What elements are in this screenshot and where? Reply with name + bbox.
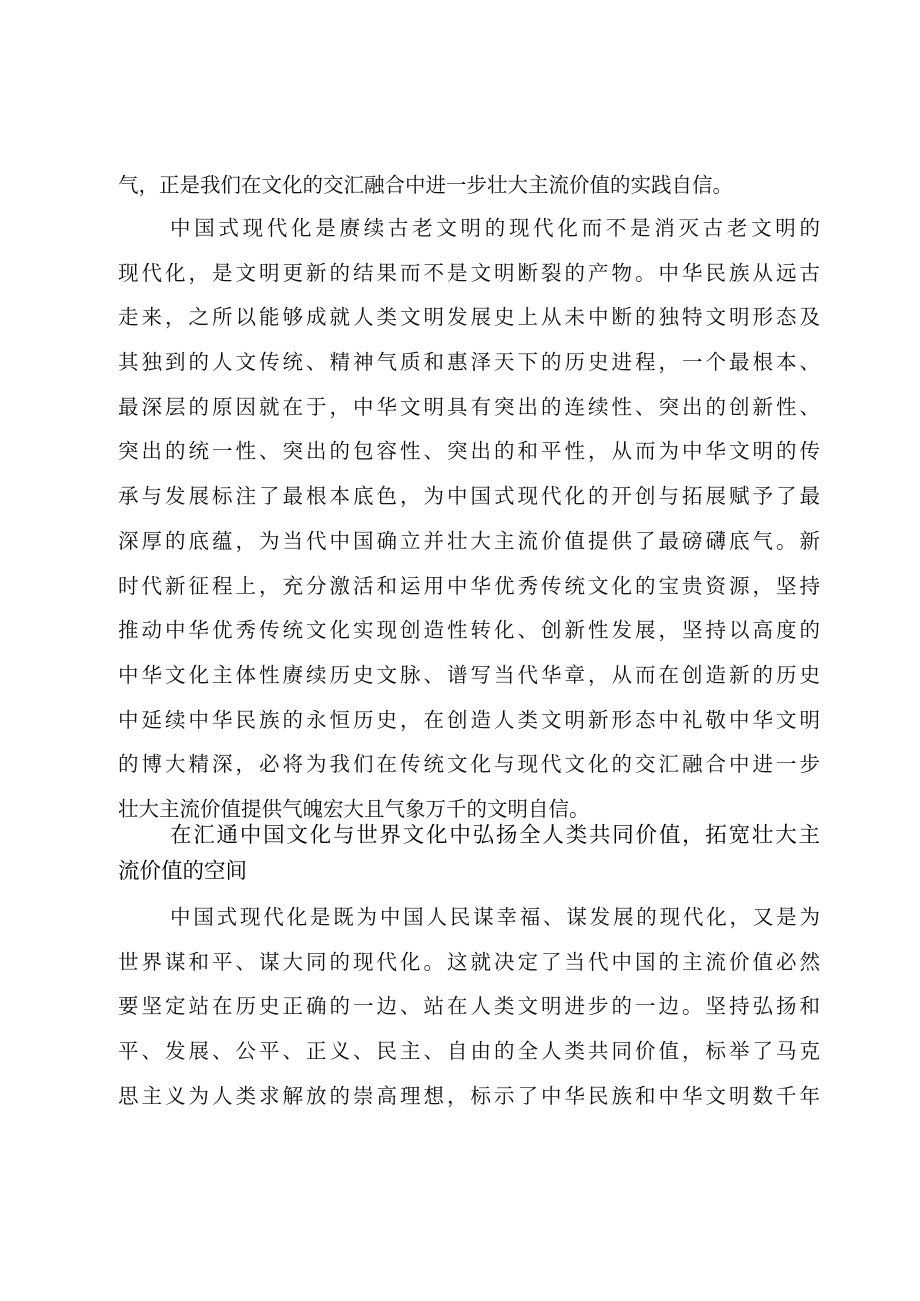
text-line: 要坚定站在历史正确的一边、站在人类文明进步的一边。坚持弘扬和 (118, 994, 820, 1019)
heading-line: 在汇通中国文化与世界文化中弘扬全人类共同价值，拓宽壮大主 (170, 823, 820, 848)
section-heading (118, 818, 820, 890)
heading-line: 流价值的空间 (118, 859, 248, 884)
text-line: 突出的统一性、突出的包容性、突出的和平性，从而为中华文明的传 (118, 439, 820, 464)
text-line: 中延续中华民族的永恒历史，在创造人类文明新形态中礼敬中华文明 (118, 707, 820, 732)
text-line: 现代化，是文明更新的结果而不是文明断裂的产物。中华民族从远古 (118, 260, 820, 285)
text-line: 承与发展标注了最根本底色，为中国式现代化的开创与拓展赋予了最 (118, 484, 820, 509)
text-line: 深厚的底蕴，为当代中国确立并壮大主流价值提供了最磅礴底气。新 (118, 528, 820, 553)
text-line: 中国式现代化是赓续古老文明的现代化而不是消灭古老文明的 (170, 216, 820, 240)
text-line: 中华文化主体性赓续历史文脉、谱写当代华章，从而在创造新的历史 (118, 662, 820, 687)
paragraph-common-values (118, 895, 820, 1118)
text-line: 时代新征程上，充分激活和运用中华优秀传统文化的宝贵资源，坚持 (118, 573, 820, 598)
text-line: 的博大精深，必将为我们在传统文化与现代文化的交汇融合中进一步 (118, 752, 820, 777)
text-line: 壮大主流价值提供气魄宏大且气象万千的文明自信。 (118, 796, 590, 821)
text-line: 其独到的人文传统、精神气质和惠泽天下的历史进程，一个最根本、 (118, 350, 820, 375)
text-line: 最深层的原因就在于，中华文明具有突出的连续性、突出的创新性、 (118, 394, 820, 419)
text-line: 气，正是我们在文化的交汇融合中进一步壮大主流价值的实践自信。 (118, 173, 733, 197)
text-line: 中国式现代化是既为中国人民谋幸福、谋发展的现代化，又是为 (170, 905, 820, 929)
text-line: 世界谋和平、谋大同的现代化。这就决定了当代中国的主流价值必然 (118, 949, 820, 974)
text-line: 推动中华优秀传统文化实现创造性转化、创新性发展，坚持以高度的 (118, 618, 820, 643)
text-line: 走来，之所以能够成就人类文明发展史上从未中断的独特文明形态及 (118, 305, 820, 330)
paragraph-civilization (118, 206, 820, 832)
text-line: 平、发展、公平、正义、民主、自由的全人类共同价值，标举了马克 (118, 1039, 820, 1064)
text-line: 思主义为人类求解放的崇高理想，标示了中华民族和中华文明数千年 (118, 1083, 820, 1108)
paragraph-continuation (118, 163, 820, 208)
